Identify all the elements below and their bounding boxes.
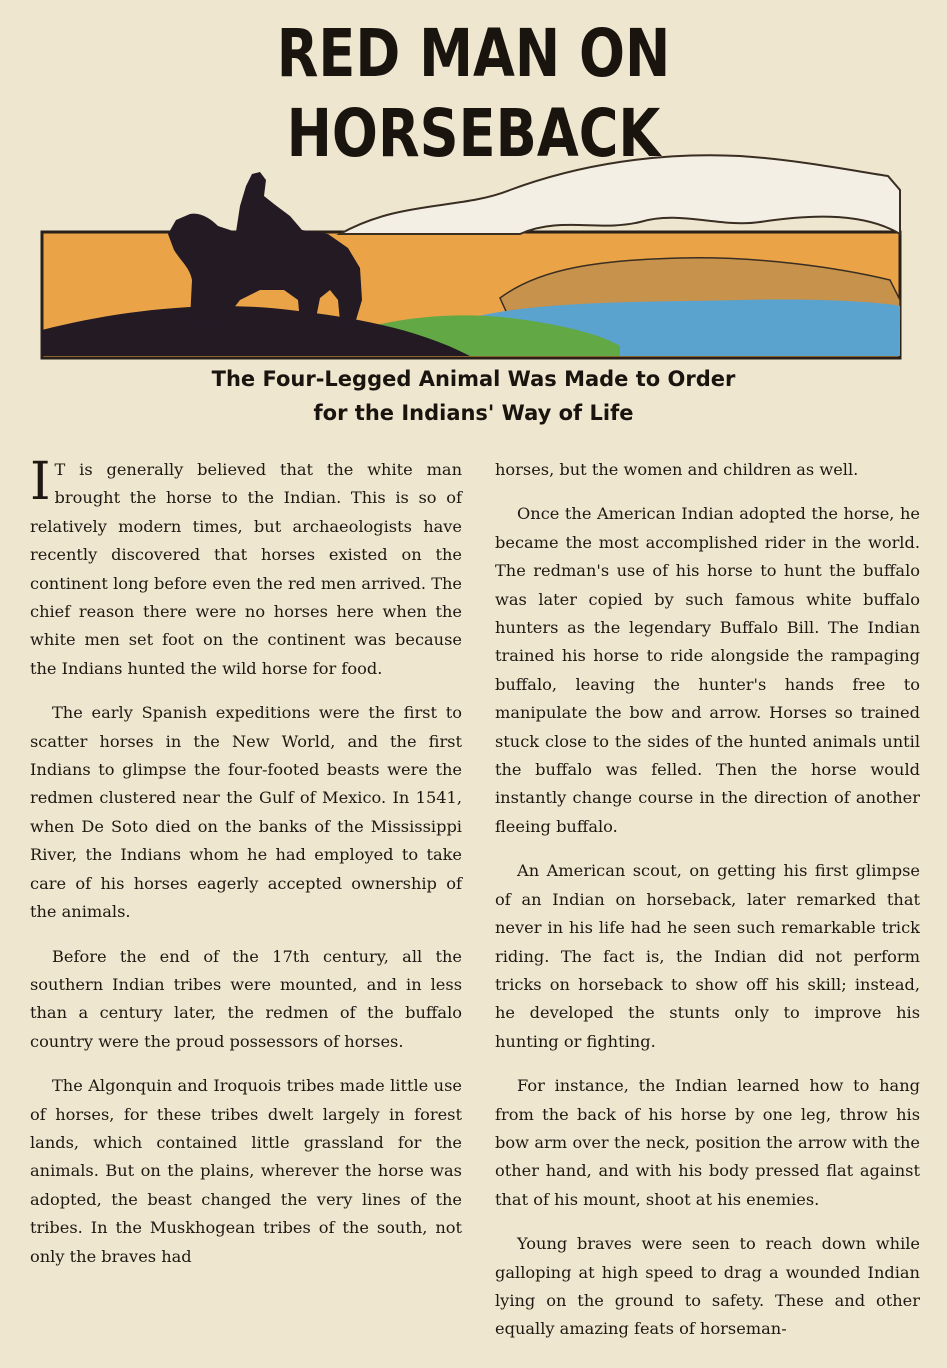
snowy-mountain: [340, 155, 900, 234]
subtitle-line-2: for the Indians' Way of Life: [313, 401, 634, 425]
paragraph-7: An American scout, on getting his first glimpse of an Indian on horseback, later remarked that never in his life had he seen such remarkable trick riding. The fact is, the Indian did not perform tricks on horseback to show off his skill; instead, he developed the stunts only to improve his hunting or fighting.: [495, 861, 920, 1051]
paragraph-4: The Algonquin and Iroquois tribes made little use of horses, for these tribes dwelt largely in forest lands, which contained little grassland for the animals. But on the plains, wherever the horse was adopted, the beast changed the very lines of the tribes. In the Muskhogean tribes of the south, not only the braves had: [30, 1076, 462, 1266]
drop-cap: I: [30, 452, 51, 512]
paragraph-8: For instance, the Indian learned how to hang from the back of his horse by one leg, throw his bow arm over the neck, position the arrow with the other hand, and with his body pressed flat against that of his mount, shoot at his enemies.: [495, 1076, 920, 1209]
left-column: [30, 452, 462, 1287]
paragraph-5: horses, but the women and children as well.: [495, 460, 859, 479]
paragraph-6: Once the American Indian adopted the horse, he became the most accomplished rider in the world. The redman's use of his horse to hunt the buffalo was later copied by such famous white buffalo hunters as the legendary Buffalo Bill. The Indian trained his horse to ride alongside the rampaging buffalo, leaving the hunter's hands free to manipulate the bow and arrow. Horses so trained stuck close to the sides of the hunted animals until the buffalo was felled. Then the horse would instantly change course in the direction of another fleeing buffalo.: [495, 504, 920, 836]
paragraph-1: [30, 452, 462, 683]
article-title: RED MAN ON HORSEBACK: [276, 15, 671, 172]
paragraph-1-text: T is generally believed that the white man brought the horse to the Indian. This is so of relatively modern times, but archaeologists have recently discovered that horses existed on the continent long before even the red men arrived. The chief reason there were no horses here when the white men set foot on the continent was because the Indians hunted the wild horse for food.: [30, 460, 462, 678]
subtitle-line-1: The Four-Legged Animal Was Made to Order: [211, 367, 736, 391]
horse-rider-landscape-icon: [40, 150, 902, 360]
paragraph-3: Before the end of the 17th century, all the southern Indian tribes were mounted, and in less than a century later, the redmen of the buffalo country were the proud possessors of horses.: [30, 946, 462, 1051]
paragraph-9: Young braves were seen to reach down while galloping at high speed to drag a wounded Indian lying on the ground to safety. These and other equally amazing feats of horseman-: [495, 1234, 920, 1339]
article-subtitle: [0, 362, 947, 430]
paragraph-2: The early Spanish expeditions were the first to scatter horses in the New World, and the first Indians to glimpse the four-footed beasts were the redmen clustered near the Gulf of Mexico. In 1541, when De Soto died on the banks of the Mississippi River, the Indians whom he had employed to take care of his horses eagerly accepted ownership of the animals.: [30, 703, 462, 922]
right-column: [495, 456, 920, 1360]
